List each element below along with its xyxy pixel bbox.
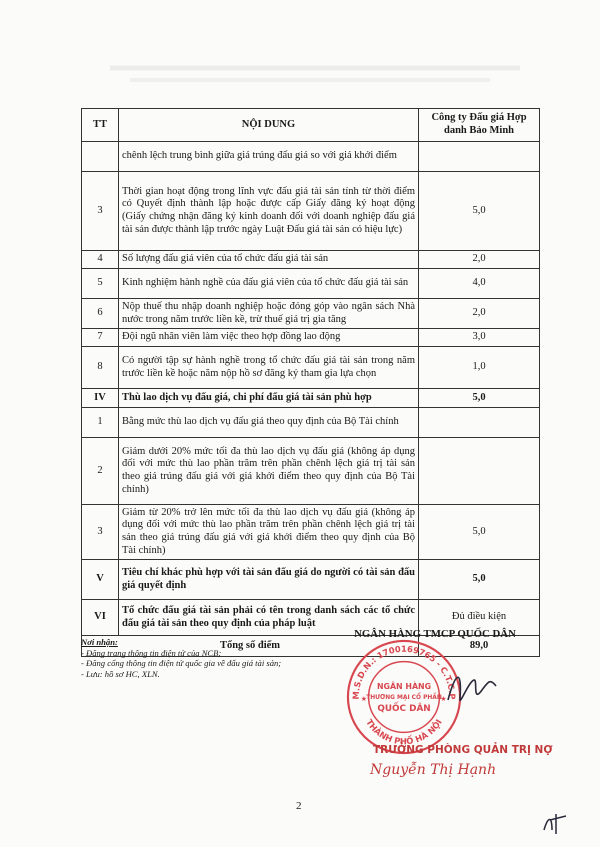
table-row: [82, 408, 540, 438]
row-tt: 6: [82, 299, 119, 329]
header-noi-dung: NỘI DUNG: [119, 109, 419, 142]
table-row: [82, 251, 540, 269]
row-content: Kinh nghiệm hành nghề của đấu giá viên của tổ chức đấu giá tài sản: [119, 269, 419, 299]
row-tt: 7: [82, 329, 119, 347]
table-row: [82, 505, 540, 560]
row-tt: 1: [82, 408, 119, 438]
row-content: Thời gian hoạt động trong lĩnh vực đấu giá tài sản tính từ thời điểm có Quyết định thành lập hoặc được cấp Giấy đăng ký hoạt động (Giấy chứng nhận đăng ký kinh doanh đối với doanh nghiệp đấu giá tài sản được thành lập trước ngày Luật Đấu giá tài sản có hiệu lực): [119, 172, 419, 251]
row-content: Tổ chức đấu giá tài sản phải có tên trong danh sách các tổ chức đấu giá tài sản theo quy định của pháp luật: [119, 600, 419, 636]
row-tt: 5: [82, 269, 119, 299]
table-row: [82, 269, 540, 299]
recipient-line: - Lưu: hồ sơ HC, XLN.: [81, 668, 160, 679]
page-number: 2: [296, 800, 302, 812]
bank-name: NGÂN HÀNG TMCP QUỐC DÂN: [354, 628, 516, 640]
svg-text:M.S.D.N.: 1700169765 - C.T.C.P: M.S.D.N.: 1700169765 - C.T.C.P: [350, 643, 458, 700]
table-row: [82, 389, 540, 408]
row-tt: 3: [82, 505, 119, 560]
svg-text:THÀNH PHỐ HÀ NỘI: THÀNH PHỐ HÀ NỘI: [364, 717, 444, 747]
row-score: [419, 142, 540, 172]
recipient-line: - Đăng trang thông tin điện tử của NCB;: [81, 647, 222, 658]
scoring-table: [81, 108, 540, 657]
table-header-row: [82, 109, 540, 142]
svg-text:NGÂN HÀNG: NGÂN HÀNG: [376, 682, 432, 692]
row-content: Bằng mức thù lao dịch vụ đấu giá theo quy định của Bộ Tài chính: [119, 408, 419, 438]
row-score: Đủ điều kiện: [419, 600, 540, 636]
row-score: [419, 408, 540, 438]
recipients-block: [81, 637, 331, 679]
row-content: Đội ngũ nhân viên làm việc theo hợp đồng lao động: [119, 329, 419, 347]
row-tt: V: [82, 560, 119, 600]
row-tt: IV: [82, 389, 119, 408]
row-content: chênh lệch trung bình giữa giá trúng đấu giá so với giá khởi điểm: [119, 142, 419, 172]
table-row: [82, 347, 540, 389]
table-row: [82, 329, 540, 347]
total-label: Tổng số điểm: [82, 636, 419, 657]
row-score: 5,0: [419, 172, 540, 251]
total-value: 89,0: [419, 636, 540, 657]
svg-text:★: ★: [440, 695, 447, 703]
row-score: 2,0: [419, 299, 540, 329]
signer-title: TRƯỞNG PHÒNG QUẢN TRỊ NỢ: [373, 744, 553, 756]
row-score: 4,0: [419, 269, 540, 299]
recipients-heading: Nơi nhận:: [81, 637, 118, 647]
handwritten-signature: [438, 660, 508, 720]
row-content: Giảm dưới 20% mức tối đa thù lao dịch vụ đấu giá (không áp dụng đối với mức thù lao phần trăm trên phần chênh lệch giá trị tài sản theo giá trúng đấu giá với giá khởi điểm theo quy định của Bộ Tài chính): [119, 438, 419, 505]
faint-bleed-through: [110, 60, 530, 90]
recipient-line: - Đăng cổng thông tin điện tử quốc gia về đấu giá tài sản;: [81, 658, 282, 669]
table-row: [82, 142, 540, 172]
row-content: Thù lao dịch vụ đấu giá, chi phí đấu giá tài sản phù hợp: [119, 389, 419, 408]
row-tt: VI: [82, 600, 119, 636]
row-tt: [82, 142, 119, 172]
signer-name: Nguyễn Thị Hạnh: [370, 762, 497, 778]
row-score: 5,0: [419, 505, 540, 560]
svg-text:QUỐC DÂN: QUỐC DÂN: [377, 703, 431, 714]
header-tt: TT: [82, 109, 119, 142]
row-score: 1,0: [419, 347, 540, 389]
row-score: 5,0: [419, 560, 540, 600]
row-score: 5,0: [419, 389, 540, 408]
row-content: Có người tập sự hành nghề trong tổ chức đấu giá tài sản trong năm trước liền kề hoặc năm nộp hồ sơ đăng ký tham gia lựa chọn: [119, 347, 419, 389]
table-row: [82, 299, 540, 329]
row-content: Số lượng đấu giá viên của tổ chức đấu giá tài sản: [119, 251, 419, 269]
row-tt: 2: [82, 438, 119, 505]
row-content: Tiêu chí khác phù hợp với tài sản đấu giá do người có tài sản đấu giá quyết định: [119, 560, 419, 600]
row-score: [419, 438, 540, 505]
row-content: Nộp thuế thu nhập doanh nghiệp hoặc đóng góp vào ngân sách Nhà nước trong năm trước liền kề, trừ thuế giá trị gia tăng: [119, 299, 419, 329]
table-row: [82, 438, 540, 505]
svg-text:★: ★: [360, 695, 367, 703]
svg-text:THƯƠNG MẠI CỔ PHẦN: THƯƠNG MẠI CỔ PHẦN: [366, 694, 442, 701]
row-score: 2,0: [419, 251, 540, 269]
row-score: 3,0: [419, 329, 540, 347]
table-row: [82, 560, 540, 600]
handwritten-initials: [540, 808, 580, 838]
row-tt: 4: [82, 251, 119, 269]
row-content: Giảm từ 20% trở lên mức tối đa thù lao dịch vụ đấu giá (không áp dụng đối với mức thù lao phần trăm trên phần chênh lệch giá trị tài sản theo giá trúng đấu giá với giá khởi điểm theo quy định của Bộ Tài chính): [119, 505, 419, 560]
header-company: Công ty Đấu giá Hợp danh Bảo Minh: [419, 109, 540, 142]
row-tt: 3: [82, 172, 119, 251]
table-row: [82, 172, 540, 251]
row-tt: 8: [82, 347, 119, 389]
